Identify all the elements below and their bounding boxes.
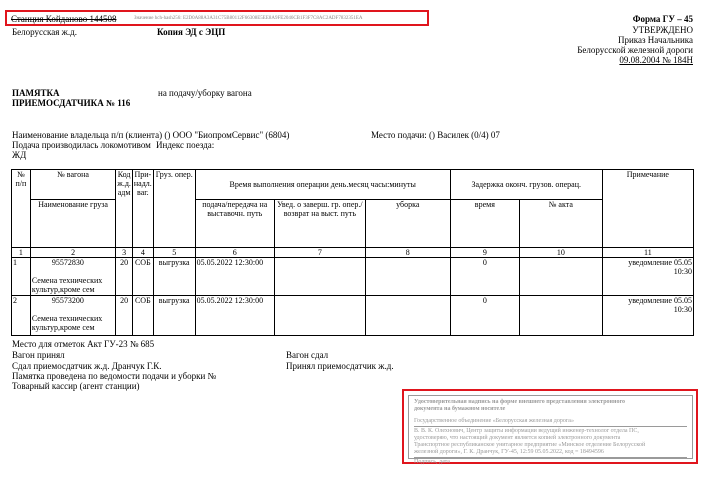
approval-line4: 09.08.2004 № 184Н	[619, 55, 693, 65]
cell-wagon-cargo	[30, 296, 115, 336]
cell-delay: 0	[450, 296, 519, 336]
document-hash: Значение hch-hash256: E2D0A88A3A31C75B80112F66308E5EE8A9FE2046CB1F3F7C8AC2ADF7832351EA	[134, 16, 363, 21]
copy-label: Копия ЭД с ЭЦП	[157, 27, 226, 37]
stamp-text1: В. В. К. Олехнович, Центр защиты информации ведущий инженер-технолог отдела ПС,	[414, 428, 639, 434]
header-note: Примечание	[602, 170, 693, 248]
col-number: 8	[365, 248, 450, 258]
header-time-group: Время выполнения операции день.месяц часы:минуты	[195, 170, 450, 200]
cell-supply: 05.05.2022 12:30:00	[195, 258, 274, 296]
cell-belong: СОБ	[132, 296, 153, 336]
header-belong: При- надл. ваг.	[132, 170, 153, 248]
col-number: 9	[450, 248, 519, 258]
header-cargo-name: Наименование груза	[30, 200, 115, 248]
cell-cargo: Семена технических культур,кроме сем	[31, 314, 103, 332]
col-number: 3	[116, 248, 133, 258]
cell-note-line2: 10:30	[673, 267, 692, 276]
cell-wagon: 95573200	[51, 296, 84, 305]
stamp-title-line1: Удостоверительная надпись на форме внешнего представления электронного	[414, 399, 626, 405]
cell-note	[602, 296, 693, 336]
table-row	[12, 258, 694, 296]
supply-place: Место подачи: () Василек (0/4) 07	[371, 130, 500, 140]
approval-line1: УТВЕРЖДЕНО	[632, 25, 693, 35]
form-number: Форма ГУ – 45	[632, 14, 693, 24]
stamp-text4: железной дороги», Г. К. Дранчук, ГУ-45, 12:59 05.05.2022, код = 18494596	[414, 449, 687, 458]
cell-note-line1: уведомление 05.05	[628, 296, 692, 305]
railway-name: Белорусская ж.д.	[12, 27, 77, 37]
stamp-org: Государственное объединение «Белорусская железная дорога»	[414, 418, 687, 427]
col-number: 5	[153, 248, 195, 258]
cell-notice	[274, 296, 365, 336]
checked-by-list: Памятка проведена по ведомости подачи и уборки №	[12, 371, 217, 381]
stamp-text2: удостоверяю, что настоящий документ является копией электронного документа	[414, 435, 621, 441]
header-wagon: № вагона	[30, 170, 115, 200]
wagon-accepted: Вагон принял	[12, 350, 65, 360]
cell-note-line1: уведомление 05.05	[628, 258, 692, 267]
cell-supply: 05.05.2022 12:30:00	[195, 296, 274, 336]
col-number: 11	[602, 248, 693, 258]
locomotive-value: ЖД	[12, 150, 27, 160]
cell-note-line2: 10:30	[673, 305, 692, 314]
column-number-row	[12, 248, 694, 258]
cell-cargo: Семена технических культур,кроме сем	[31, 276, 103, 294]
signature-stamp	[408, 395, 693, 465]
station-label: Станция Койданово 144508	[11, 14, 117, 24]
cell-num: 2	[12, 296, 31, 336]
col-number: 4	[132, 248, 153, 258]
title-line1: ПАМЯТКА	[12, 88, 60, 98]
cell-code: 20	[116, 258, 133, 296]
header-op: Груз. опер.	[153, 170, 195, 248]
cell-removal	[365, 258, 450, 296]
highlight-box-hash	[5, 10, 429, 26]
cell-notice	[274, 258, 365, 296]
cell-act	[519, 296, 602, 336]
col-number: 1	[12, 248, 31, 258]
header-code: Код ж.д. адм	[116, 170, 133, 248]
title-subtitle: на подачу/уборку вагона	[158, 88, 252, 98]
locomotive-label: Подача производилась локомотивом	[12, 140, 151, 150]
cell-wagon: 95572830	[51, 258, 84, 267]
approval-line3: Белорусской железной дороги	[577, 45, 693, 55]
wagon-surrendered: Вагон сдал	[286, 350, 329, 360]
cell-op: выгрузка	[153, 296, 195, 336]
taken-by: Принял приемосдатчик ж.д.	[286, 361, 394, 371]
col-number: 2	[30, 248, 115, 258]
col-number: 6	[195, 248, 274, 258]
cell-num: 1	[12, 258, 31, 296]
header-removal: уборка	[365, 200, 450, 248]
header-act-no: № акта	[519, 200, 602, 248]
col-number: 7	[274, 248, 365, 258]
owner-name: Наименование владельца п/п (клиента) () ООО "БиопромСервис" (6804)	[12, 130, 290, 140]
approval-line2: Приказ Начальника	[617, 35, 693, 45]
header-supply: подача/передача на выставочн. путь	[195, 200, 274, 248]
cell-op: выгрузка	[153, 258, 195, 296]
marks-label: Место для отметок Акт ГУ-23 № 685	[12, 339, 155, 349]
wagon-table	[11, 169, 694, 336]
header-delay-group: Задержка оконч. грузов. операц.	[450, 170, 602, 200]
table-row	[12, 296, 694, 336]
cell-note	[602, 258, 693, 296]
stamp-text3: Транспортное республиканское унитарное предприятие «Минское отделение Белорусской	[414, 442, 646, 448]
stamp-sign-label: Подпись, дата	[414, 459, 450, 465]
header-delay-time: время	[450, 200, 519, 248]
header-notice: Увед. о заверш. гр. опер./ возврат на выст. путь	[274, 200, 365, 248]
cell-code: 20	[116, 296, 133, 336]
handed-by: Сдал приемосдатчик ж.д. Дранчук Г.К.	[12, 361, 162, 371]
cell-removal	[365, 296, 450, 336]
cell-belong: СОБ	[132, 258, 153, 296]
header-num: № п/п	[12, 170, 31, 248]
cell-wagon-cargo	[30, 258, 115, 296]
stamp-title-line2: документа на бумажном носителе	[414, 406, 506, 412]
train-index-label: Индекс поезда:	[156, 140, 215, 150]
col-number: 10	[519, 248, 602, 258]
cell-act	[519, 258, 602, 296]
title-line2: ПРИЕМОСДАТЧИКА № 116	[12, 98, 131, 108]
cashier-label: Товарный кассир (агент станции)	[12, 381, 140, 391]
cell-delay: 0	[450, 258, 519, 296]
